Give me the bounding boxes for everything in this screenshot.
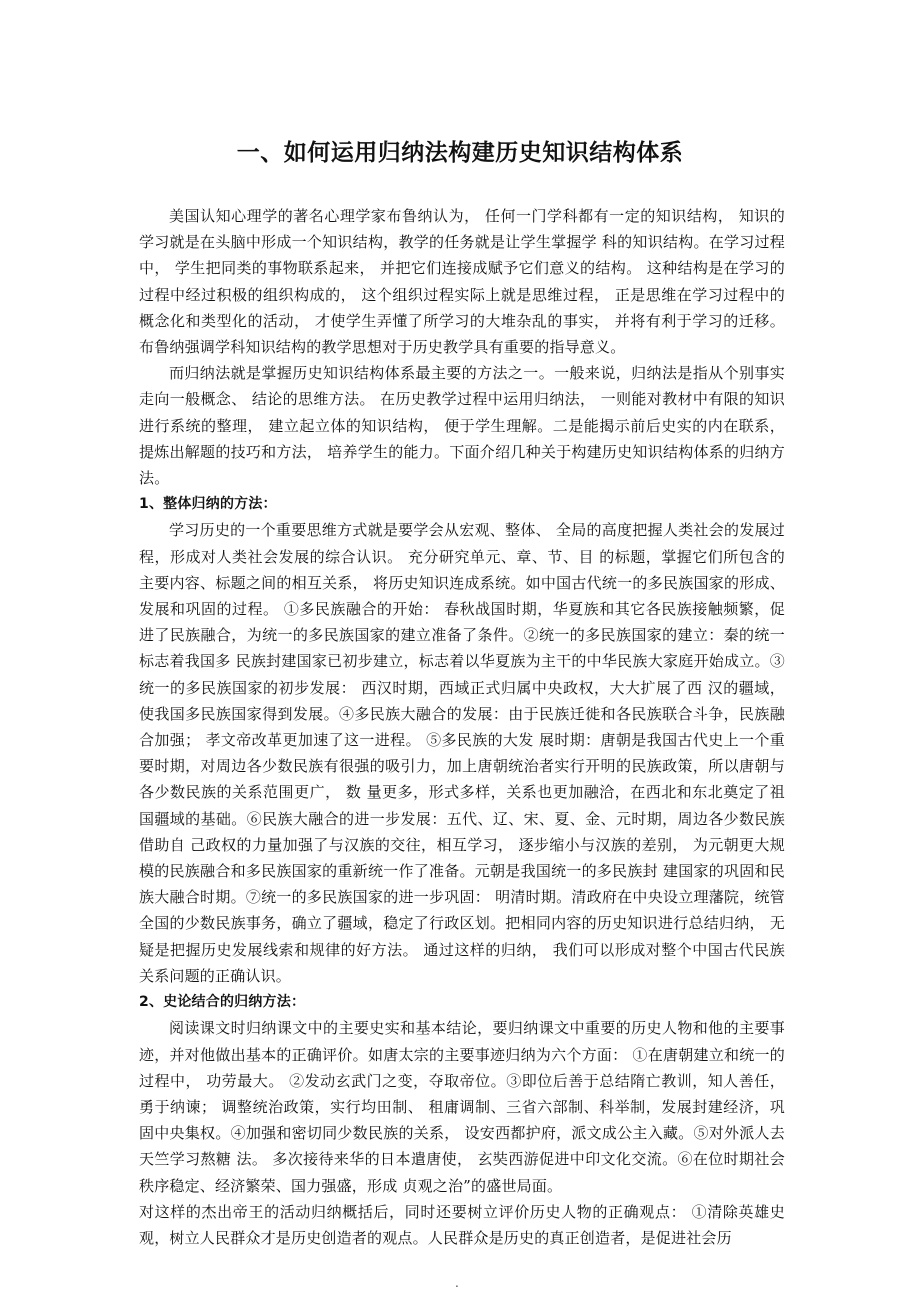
section-1-text: 学习历史的一个重要思维方式就是要学会从宏观、整体、 全局的高度把握人类社会的发展过程，形成对人类社会发展的综合认识。 充分研究单元、章、节、目 的标题，掌握它们所包含的主要内容、标题之间的相互关系， 将历史知识连成系统。如中国古代统一的多民族国家的形成、 发展和巩固的过程。 ①多民族融合的开始： 春秋战国时期，华夏族和其它各民族接触频繁，促进了民族融合，为统一的多民族国家的建立准备了条件。②统一的多民族国家的建立：秦的统一标志着我国多 民族封建国家已初步建立，标志着以华夏族为主干的中华民族大家庭开始成立。③统一的多民族国家的初步发展： 西汉时期，西域正式归属中央政权，大大扩展了西 汉的疆域，使我国多民族国家得到发展。④多民族大融合的发展：由于民族迁徙和各民族联合斗争，民族融合加强； 孝文帝改革更加速了这一进程。 ⑤多民族的大发 展时期：唐朝是我国古代史上一个重要时期，对周边各少数民族有很强的吸引力，加上唐朝统治者实行开明的民族政策，所以唐朝与各少数民族的关系范围更广， 数 量更多，形式多样，关系也更加融洽，在西北和东北奠定了祖国疆域的基础。⑥民族大融合的进一步发展：五代、辽、宋、夏、金、元时期，周边各少数民族借助自 己政权的力量加强了与汉族的交往，相互学习， 逐步缩小与汉族的差别， 为元朝更大规模的民族融合和多民族国家的重新统一作了准备。元朝是我国统一的多民族封 建国家的巩固和民族大融合时期。⑦统一的多民族国家的进一步巩固： 明清时期。清政府在中央设立理藩院，统管全国的少数民族事务，确立了疆域，稳定了行政区划。把相同内容的历史知识进行总结归纳， 无疑是把握历史发展线索和规律的好方法。 通过这样的归纳， 我们可以形成对整个中国古代民族关系问题的正确认识。	[139, 521, 785, 985]
document-title: 一、如何运用归纳法构建历史知识结构体系	[236, 140, 684, 166]
document-body	[139, 203, 785, 1251]
section-1-heading: 1、整体归纳的方法：	[139, 496, 277, 513]
section-2-heading: 2、史论结合的归纳方法：	[139, 994, 306, 1011]
intro-paragraph-2: 而归纳法就是掌握历史知识结构体系最主要的方法之一。一般来说，归纳法是指从个别事实走向一般概念、 结论的思维方法。 在历史教学过程中运用归纳法， 一则能对教材中有限的知识进行系统的整理， 建立起立体的知识结构， 便于学生理解。二是能揭示前后史实的内在联系， 提炼出解题的技巧和方法， 培养学生的能力。下面介绍几种关于构建历史知识结构体系的归纳方法。	[139, 364, 785, 488]
intro-paragraph-1: 美国认知心理学的著名心理学家布鲁纳认为， 任何一门学科都有一定的知识结构， 知识的学习就是在头脑中形成一个知识结构，教学的任务就是让学生掌握学 科的知识结构。在学习过程中， 学生把同类的事物联系起来， 并把它们连接成赋予它们意义的结构。 这种结构是在学习的过程中经过积极的组织构成的， 这个组织过程实际上就是思维过程， 正是思维在学习过程中的概念化和类型化的活动， 才使学生弄懂了所学习的大堆杂乱的事实， 并将有利于学习的迁移。布鲁纳强调学科知识结构的教学思想对于历史教学具有重要的指导意义。	[139, 207, 785, 357]
section-2-text: 阅读课文时归纳课文中的主要史实和基本结论，要归纳课文中重要的历史人物和他的主要事迹，并对他做出基本的正确评价。如唐太宗的主要事迹归纳为六个方面： ①在唐朝建立和统一的过程中， 功劳最大。 ②发动玄武门之变，夺取帝位。③即位后善于总结隋亡教训，知人善任， 勇于纳谏； 调整统治政策，实行均田制、 租庸调制、三省六部制、科举制，发展封建经济，巩固中央集权。④加强和密切同少数民族的关系， 设安西都护府，派文成公主入藏。⑤对外派人去天竺学习熬糖 法。 多次接待来华的日本遣唐使， 玄奘西游促进中印文化交流。⑥在位时期社会秩序稳定、经济繁荣、国力强盛，形成 贞观之治”的盛世局面。	[139, 1019, 785, 1195]
page-footer-mark: .	[455, 1276, 459, 1290]
section-2-text-continued: 对这样的杰出帝王的活动归纳概括后，同时还要树立评价历史人物的正确观点： ①清除英雄史观，树立人民群众才是历史创造者的观点。人民群众是历史的真正创造者，是促进社会历	[139, 1202, 785, 1247]
